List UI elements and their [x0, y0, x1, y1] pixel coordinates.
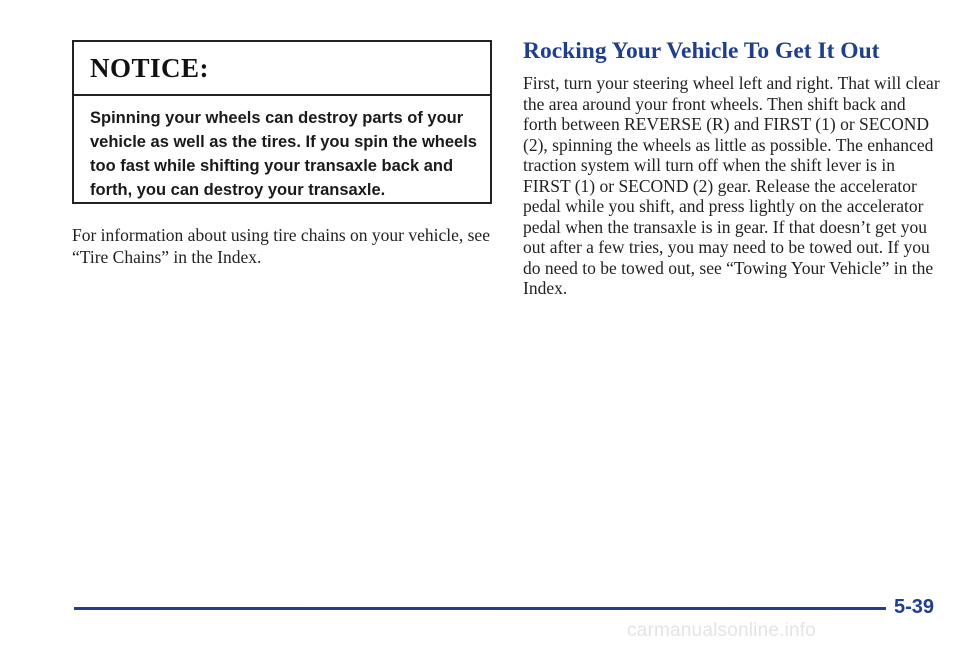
- watermark: carmanualsonline.info: [627, 620, 817, 641]
- footer-rule: [74, 607, 886, 610]
- notice-body: Spinning your wheels can destroy parts of your vehicle as well as the tires. If you spin the wheels too fast while shifting your transaxle back and forth, you can destroy your transaxle.: [90, 109, 477, 199]
- page-number: 5-39: [894, 596, 935, 618]
- rocking-vehicle-paragraph: First, turn your steering wheel left and right. That will clear the area around your front wheels. Then shift back and forth between REVERSE (R) and FIRST (1) or SECOND (2), spinning the wheels as little as possible. The enhanced traction system will turn off when the shift lever is in FIRST (1) or SECOND (2) gear. Release the accelerator pedal while you shift, and press lightly on the accelerator pedal when the transaxle is in gear. If that doesn’t get you out after a few tries, you may need to be towed out. If you do need to be towed out, see “Towing Your Vehicle” in the Index.: [523, 73, 940, 298]
- notice-title: NOTICE:: [90, 52, 210, 83]
- notice-header: [74, 42, 490, 96]
- section-heading: Rocking Your Vehicle To Get It Out: [523, 38, 880, 64]
- notice-box: [72, 40, 492, 204]
- tire-chains-paragraph: For information about using tire chains on your vehicle, see “Tire Chains” in the Index.: [72, 225, 490, 267]
